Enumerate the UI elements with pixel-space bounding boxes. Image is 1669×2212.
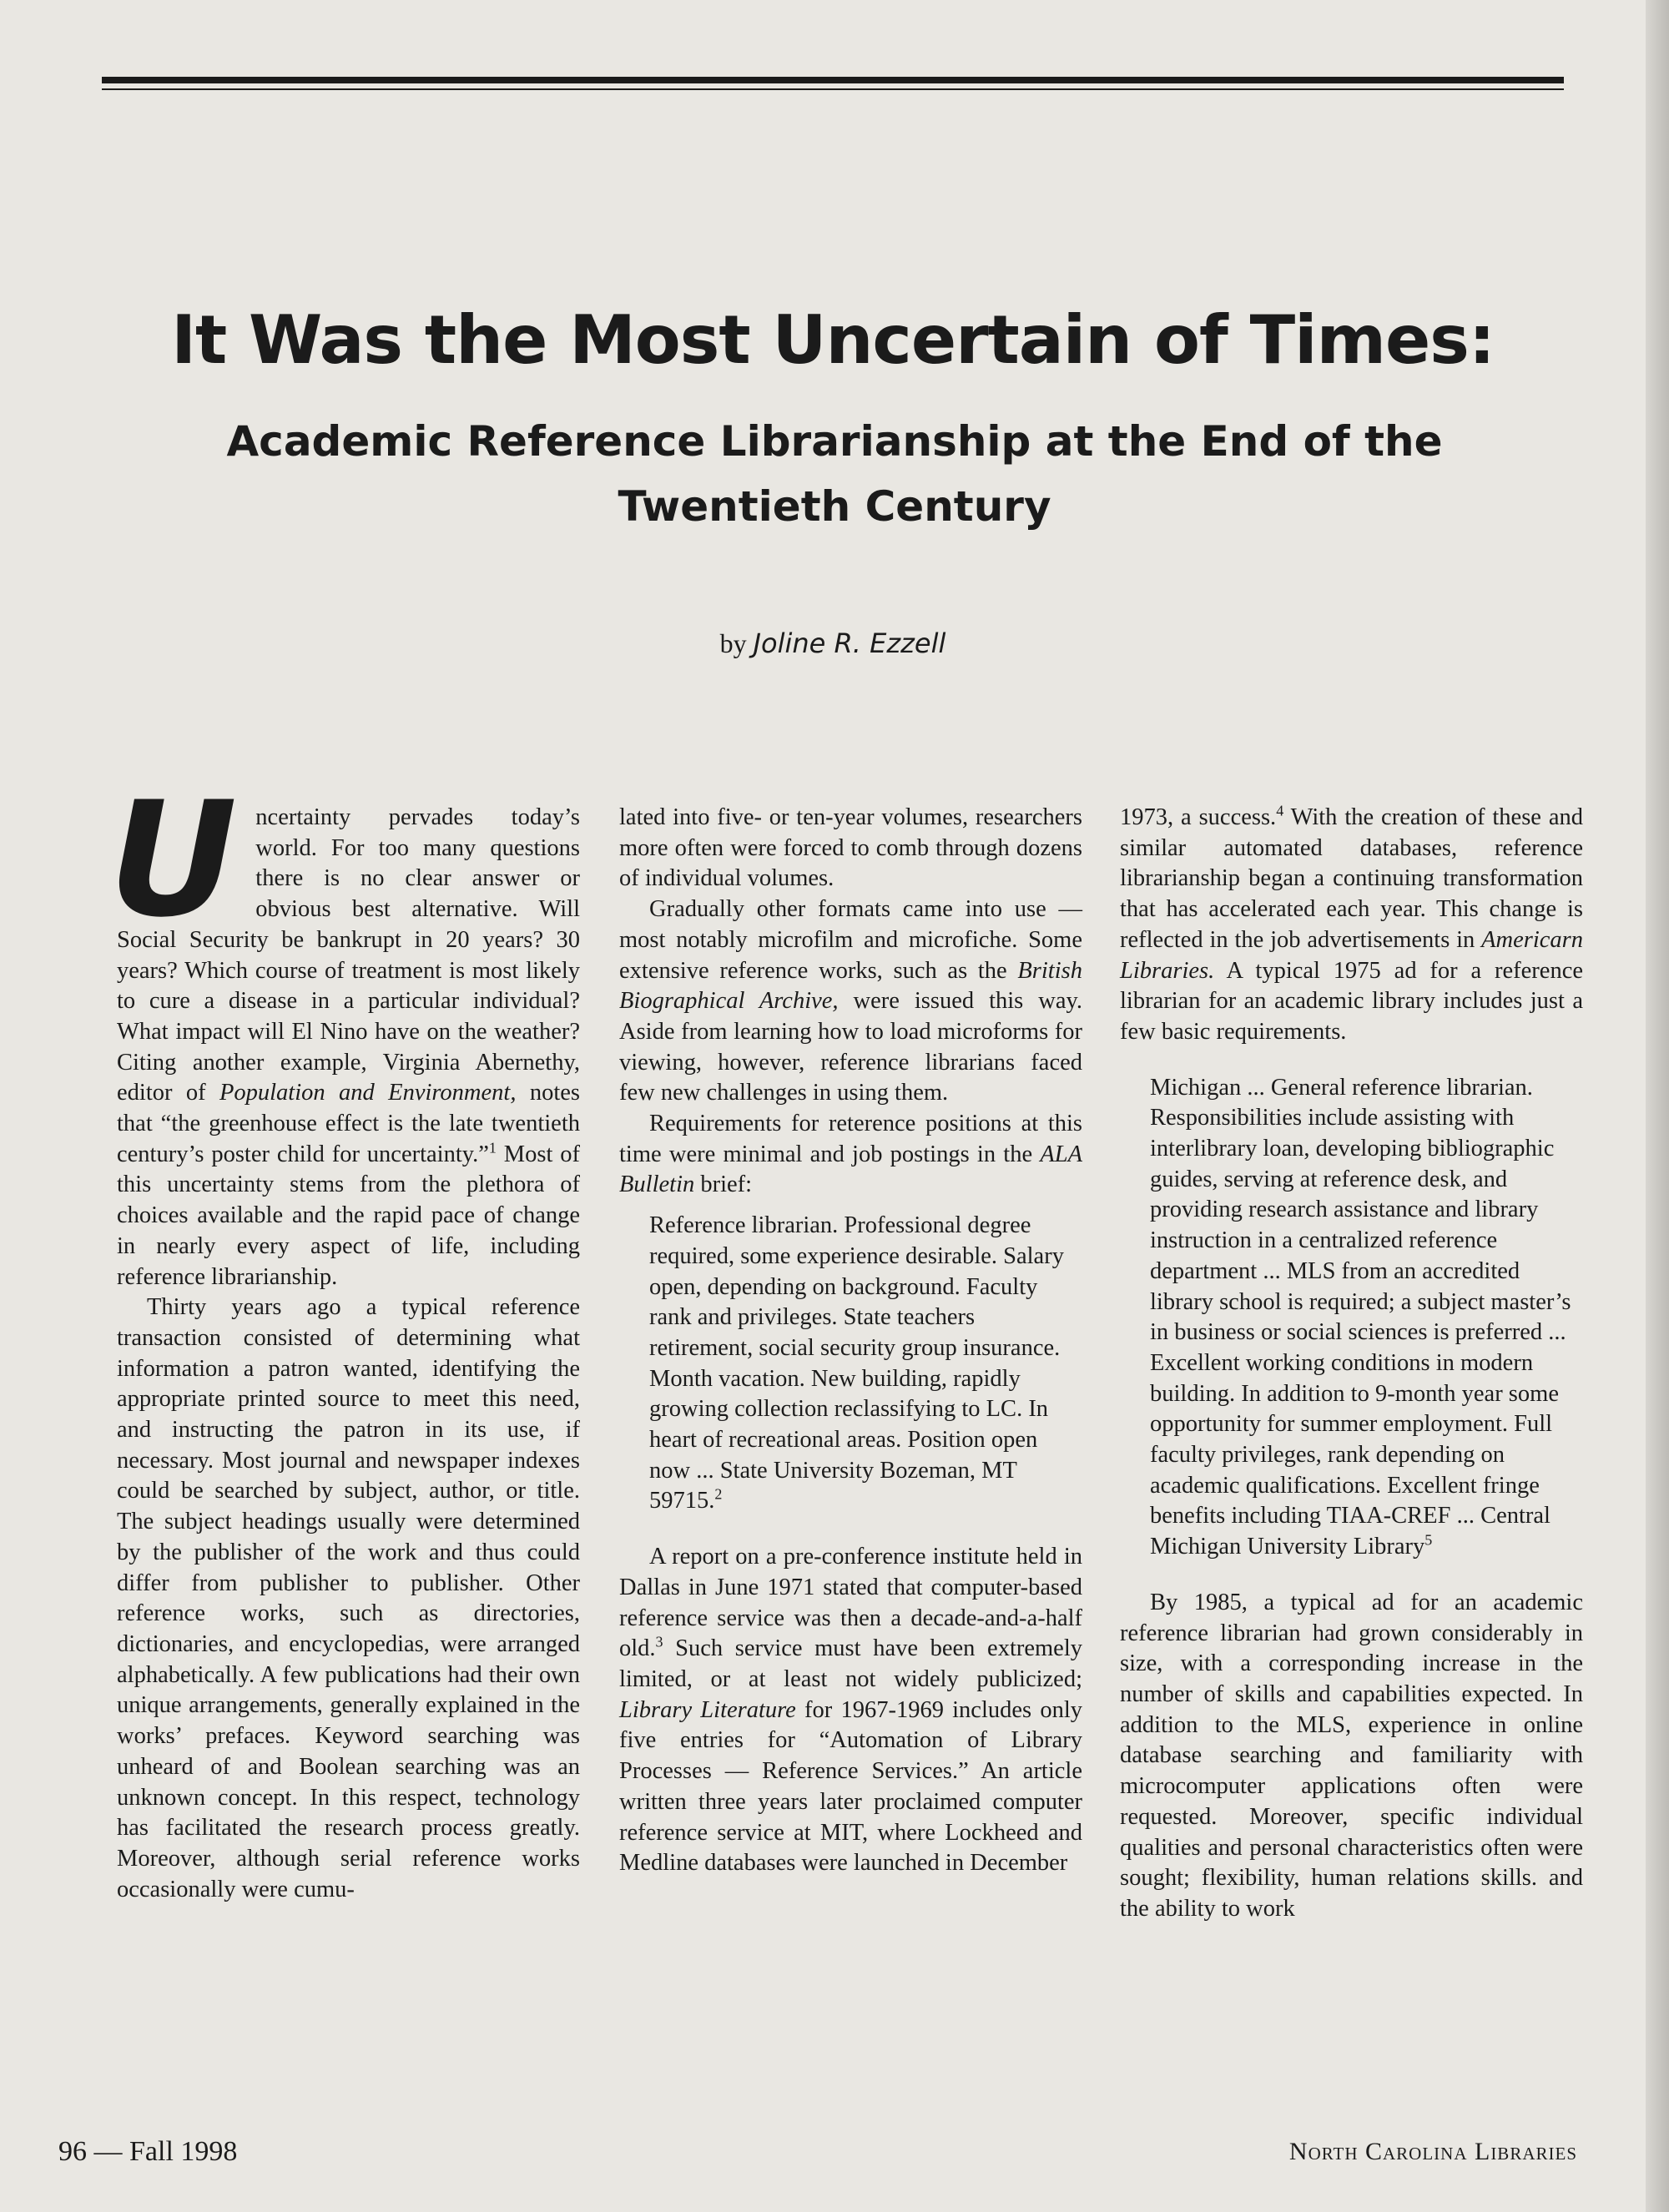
- page-edge: [1646, 0, 1669, 2212]
- byline: [102, 627, 1564, 659]
- footnote-ref-1: 1: [488, 1139, 497, 1156]
- col2-para-3: Requirements for reterence positions at this time were minimal and job postings in the ALA Bulletin brief:: [619, 1111, 1082, 1198]
- byline-prefix: by: [719, 628, 747, 658]
- col3-job-ad-quote: Michigan ... General reference librarian. Responsibilities include assisting with interlibrary loan, developing bibliographic guides, serving at reference desk, and providing research assistance and library instruction in a centralized reference department ... MLS from an accredited library school is required; a subject master’s in business or social sciences is preferred ... Excellent working conditions in modern building. In addition to 9-month year some opportunity for summer employment. Full faculty privileges, rank depending on academic qualifications. Excellent fringe benefits including TIAA-CREF ... Central Michigan University Library$^5$: [1150, 1074, 1571, 1560]
- header-rule-thick: [102, 77, 1564, 83]
- footnote-ref-4: 4: [1276, 802, 1284, 819]
- article-subtitle: Academic Reference Librarianship at the End of the Twentieth Century: [226, 417, 1443, 531]
- column-2: [619, 803, 1082, 1879]
- drop-cap: U: [108, 768, 238, 952]
- col2-para-2: Gradually other formats came into use — most notably microfilm and microfiche. Some extensive reference works, such as the British Biographical Archive, were issued this way. Aside from learning how to load microforms for viewing, however, reference librarians faced few new challenges in using them.: [619, 896, 1082, 1106]
- col1-para-1: Uncertainty pervades today’s world. For too many questions there is no clear answer or obvious best alternative. Will Social Security be bankrupt in 20 years? 30 years? Which course of treatment is most likely to cure a disease in a particular individual? What impact will El Nino have on the weather? Citing another example, Virginia Abernethy, editor of Population and Environment, notes that “the greenhouse effect is the late twentieth century’s poster child for uncertainty.”$^1$ Most of this uncertainty stems from the plethora of choices available and the rapid pace of change in nearly every aspect of life, including reference librarianship.: [108, 768, 580, 1290]
- article-title: It Was the Most Uncertain of Times:: [171, 301, 1495, 379]
- col2-para-4: A report on a pre-conference institute held in Dallas in June 1971 stated that computer-based reference service was then a decade-and-a-half old.$^3$ Such service must have been extremely limited, or at least not widely publicized; Library Literature for 1967-1969 includes only five entries for “Automation of Library Processes — Reference Services.” An article written three years later proclaimed computer reference service at MIT, where Lockheed and Medline databases were launched in December: [619, 1544, 1082, 1877]
- col3-para-2: By 1985, a typical ad for an academic reference librarian had grown considerably in size, with a corresponding increase in the number of skills and capabilities expected. In addition to the MLS, experience in online database searching and familiarity with microcomputer applications often were requested. Moreover, specific individual qualities and personal characteristics often were sought; flexibility, human relations skills. and the ability to work: [1120, 1589, 1583, 1922]
- header-rule-thin: [102, 88, 1564, 90]
- col3-para-1: 1973, a success.$^4$ With the creation of these and similar automated databases, reference librarianship began a continuing transformation that has accelerated each year. This change is reflected in the job advertisements in Americarn Libraries. A typical 1975 ad for a reference librarian for an academic library includes just a few basic requirements.: [1120, 802, 1583, 1045]
- byline-author: Joline R. Ezzell: [753, 627, 946, 659]
- column-3: [1120, 803, 1583, 1925]
- page-number-date: 96 — Fall 1998: [58, 2136, 238, 2167]
- col2-para-1: lated into five- or ten-year volumes, researchers more often were forced to comb through dozens of individual volumes.: [619, 804, 1082, 892]
- col1-para-2: Thirty years ago a typical reference transaction consisted of determining what information a patron wanted, identifying the appropriate printed source to meet this need, and instructing the patron in its use, if necessary. Most journal and newspaper indexes could be searched by subject, author, or title. The subject headings usually were determined by the publisher of the work and thus could differ from publisher to publisher. Other reference works, such as directories, dictionaries, and encyclopedias, were arranged alphabetically. A few publications had their own unique arrangements, generally explained in the works’ prefaces. Keyword searching was unheard of and Boolean searching was an unknown concept. In this respect, technology has facilitated the research process greatly. Moreover, although serial reference works occasionally were cumu-: [117, 1294, 580, 1902]
- footnote-ref-3: 3: [655, 1633, 663, 1650]
- col2-job-ad-quote: Reference librarian. Professional degree required, some experience desirable. Salary open, depending on background. Faculty rank and privileges. State teachers retirement, social security group insurance. Month vacation. New building, rapidly growing collection reclassifying to LC. In heart of recreational areas. Position open now ... State University Bozeman, MT 59715.$^2$: [649, 1212, 1064, 1514]
- column-1: [108, 768, 580, 1905]
- footnote-ref-2: 2: [714, 1485, 723, 1503]
- publication-name: North Carolina Libraries: [1288, 2138, 1577, 2165]
- footnote-ref-5: 5: [1424, 1531, 1433, 1549]
